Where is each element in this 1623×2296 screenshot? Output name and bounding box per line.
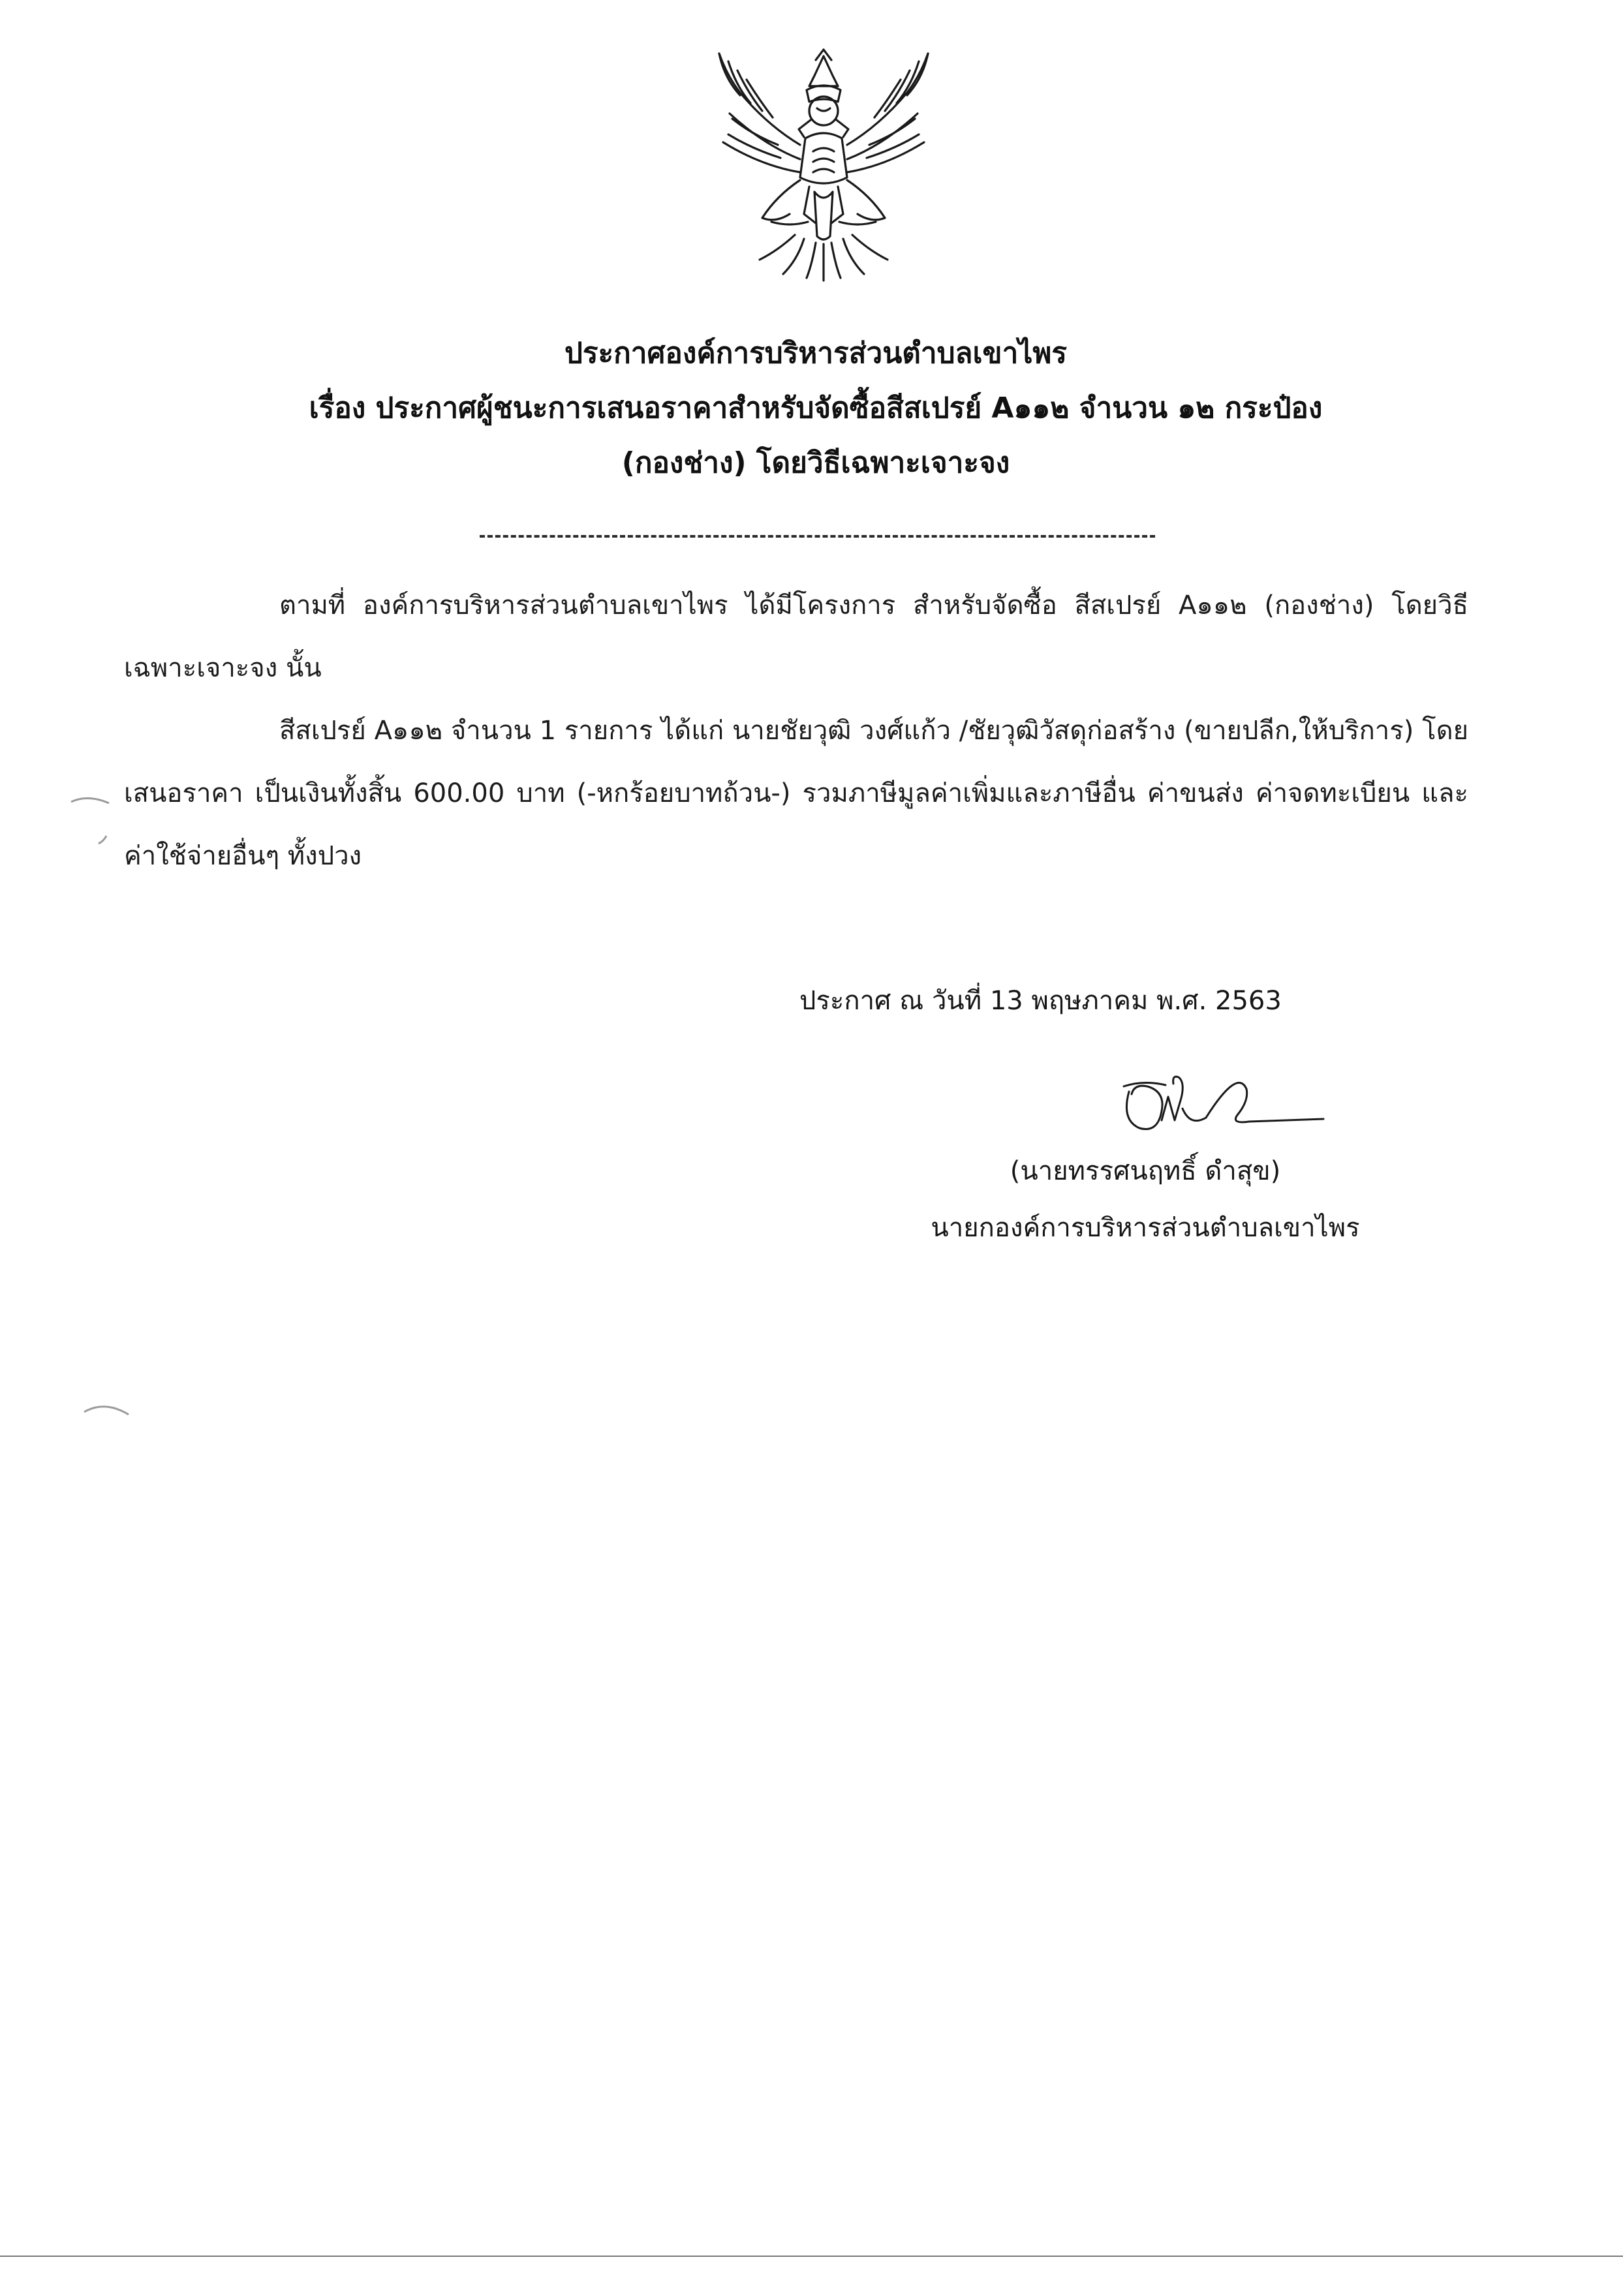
announcement-title: [144, 326, 1488, 491]
paragraph-project: ตามที่ องค์การบริหารส่วนตำบลเขาไพร ได้มีโครงการ สำหรับจัดซื้อ สีสเปรย์ A๑๑๒ (กองช่าง) โดยวิธีเฉพาะเจาะจง นั้น: [124, 590, 1468, 683]
title-line-3: (กองช่าง) โดยวิธีเฉพาะเจาะจง: [621, 446, 1010, 480]
dashed-separator: [480, 535, 1155, 538]
announcement-date: ประกาศ ณ วันที่ 13 พฤษภาคม พ.ศ. 2563: [799, 986, 1282, 1016]
signer-name: (นายทรรศนฤทธิ์ ดำสุข): [1010, 1156, 1281, 1186]
title-line-1: ประกาศองค์การบริหารส่วนตำบลเขาไพร: [564, 337, 1068, 370]
punch-hole-mark: [82, 1396, 134, 1422]
punch-hole-mark: [69, 793, 114, 845]
announcement-body: [124, 574, 1468, 887]
paragraph-winner: สีสเปรย์ A๑๑๒ จำนวน 1 รายการ ได้แก่ นายชัยวุฒิ วงศ์แก้ว /ชัยวุฒิวัสดุก่อสร้าง (ขายปลีก,ให้บริการ) โดยเสนอราคา เป็นเงินทั้งสิ้น 600.00 บาท (-หกร้อยบาทถ้วน-) รวมภาษีมูลค่าเพิ่มและภาษีอื่น ค่าขนส่ง ค่าจดทะเบียน และค่าใช้จ่ายอื่นๆ ทั้งปวง: [124, 716, 1468, 871]
title-line-2: เรื่อง ประกาศผู้ชนะการเสนอราคาสำหรับจัดซื้อสีสเปรย์ A๑๑๒ จำนวน ๑๒ กระป๋อง: [309, 391, 1323, 425]
signer-title: นายกองค์การบริหารส่วนตำบลเขาไพร: [931, 1213, 1360, 1243]
garuda-emblem-icon: [700, 47, 948, 282]
scan-edge-line: [0, 2256, 1623, 2257]
signature-mark: [1109, 1060, 1331, 1145]
